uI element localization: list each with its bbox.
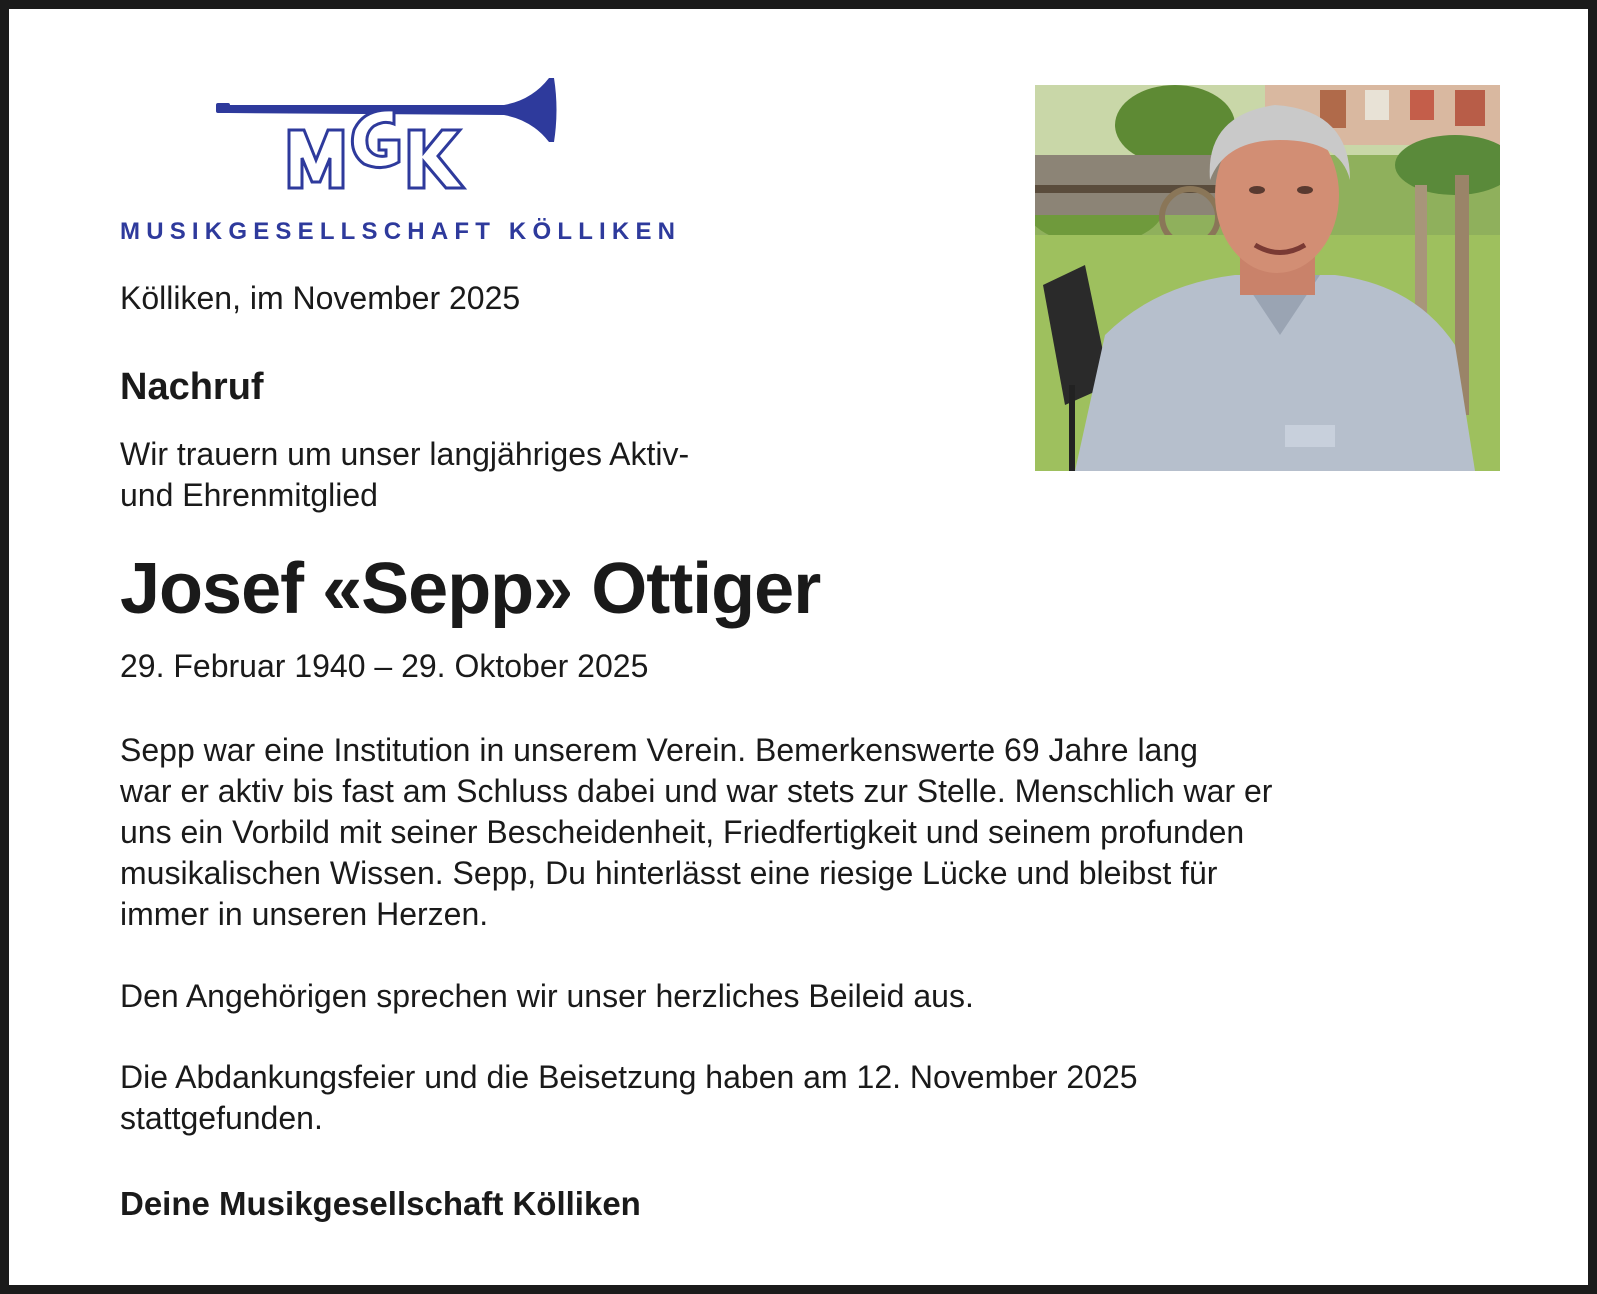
intro-text bbox=[120, 434, 689, 516]
ceremony-paragraph bbox=[120, 1057, 1138, 1139]
paragraph-line: stattgefunden. bbox=[120, 1100, 323, 1136]
life-dates: 29. Februar 1940 – 29. Oktober 2025 bbox=[120, 648, 649, 684]
tribute-paragraph bbox=[120, 730, 1272, 935]
mgk-logo bbox=[118, 70, 682, 250]
paragraph-line: immer in unseren Herzen. bbox=[120, 896, 489, 932]
deceased-name: Josef «Sepp» Ottiger bbox=[120, 549, 821, 629]
paragraph-line: uns ein Vorbild mit seiner Bescheidenheit, Friedfertigkeit und seinem profunden bbox=[120, 814, 1245, 850]
paragraph-line: war er aktiv bis fast am Schluss dabei und war stets zur Stelle. Menschlich war er bbox=[120, 773, 1273, 809]
trumpet-logo-icon bbox=[214, 70, 574, 200]
intro-line: und Ehrenmitglied bbox=[120, 477, 378, 513]
signature: Deine Musikgesellschaft Kölliken bbox=[120, 1185, 641, 1222]
obituary-heading: Nachruf bbox=[120, 366, 264, 408]
paragraph-line: musikalischen Wissen. Sepp, Du hinterlässt eine riesige Lücke und bleibst für bbox=[120, 855, 1218, 891]
organization-wordmark: MUSIKGESELLSCHAFT KÖLLIKEN bbox=[120, 218, 682, 245]
paragraph-line: Die Abdankungsfeier und die Beisetzung haben am 12. November 2025 bbox=[120, 1059, 1138, 1095]
condolence-paragraph: Den Angehörigen sprechen wir unser herzliches Beileid aus. bbox=[120, 978, 974, 1014]
dateline: Kölliken, im November 2025 bbox=[120, 280, 521, 316]
portrait-photo bbox=[1035, 85, 1500, 471]
paragraph-line: Sepp war eine Institution in unserem Verein. Bemerkenswerte 69 Jahre lang bbox=[120, 732, 1198, 768]
intro-line: Wir trauern um unser langjähriges Aktiv- bbox=[120, 436, 690, 472]
